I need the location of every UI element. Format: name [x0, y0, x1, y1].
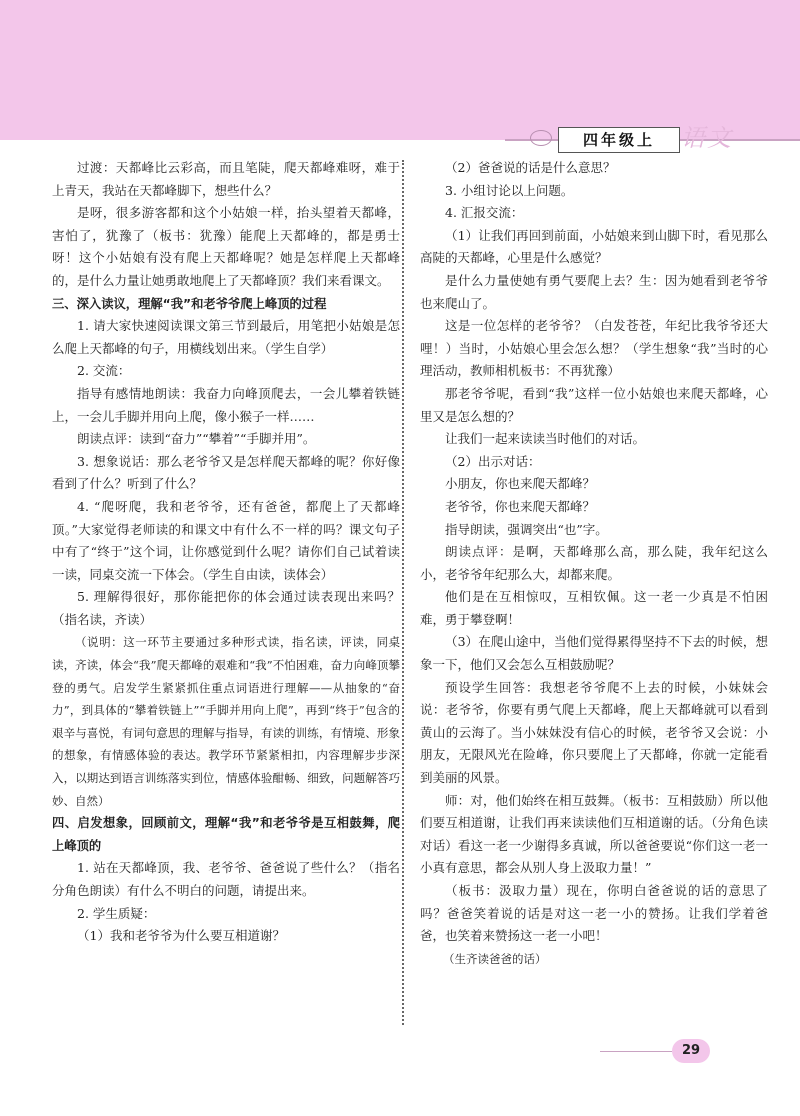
paragraph: 5. 理解得很好，那你能把你的体会通过读表现出来吗？（指名读，齐读） — [52, 589, 400, 627]
section-heading: 三、深入读议，理解“我”和老爷爷爬上峰顶的过程 — [52, 296, 327, 311]
paragraph: 这是一位怎样的老爷爷？（白发苍苍，年纪比我爷爷还大哩！）当时，小姑娘心里会怎么想？（学生想象“我”当时的心理活动，教师相机板书：不再犹豫） — [420, 318, 768, 379]
paragraph: 3. 想象说话：那么老爷爷又是怎样爬天都峰的呢？你好像看到了什么？听到了什么？ — [52, 453, 400, 492]
paragraph: 是什么力量使她有勇气要爬上去？生：因为她看到老爷爷也来爬山了。 — [420, 272, 768, 311]
paragraph: 1. 请大家快速阅读课文第三节到最后，用笔把小姑娘是怎么爬上天都峰的句子，用横线划出来。（学生自学） — [52, 318, 400, 356]
paragraph: 朗读点评：读到“奋力”“攀着”“手脚并用”。 — [77, 431, 316, 447]
decorative-swirl-icon — [530, 130, 552, 146]
section-heading: 四、启发想象，回顾前文，理解“我”和老爷爷是互相鼓舞，爬上峰顶的 — [52, 816, 400, 853]
right-column — [420, 157, 768, 970]
paragraph: （1）让我们再回到前面，小姑娘来到山脚下时，看见那么高陡的天都峰，心里是什么感觉？ — [420, 227, 768, 266]
paragraph: 他们是在互相惊叹，互相钦佩。这一老一少真是不怕困难，勇于攀登啊！ — [420, 589, 768, 627]
left-column — [52, 157, 400, 948]
note-paragraph: （生齐读爸爸的话） — [443, 951, 547, 966]
paragraph: （板书：汲取力量）现在，你明白爸爸说的话的意思了吗？爸爸笑着说的话是对这一老一小的赞扬。让我们学着爸爸，也笑着来赞扬这一老一小吧！ — [420, 883, 768, 944]
paragraph: 小朋友，你也来爬天都峰？ — [445, 476, 596, 492]
paragraph: 指导朗读，强调突出“也”字。 — [445, 521, 608, 537]
grade-label: 四年级上 — [558, 127, 680, 153]
paragraph: 让我们一起来读读当时他们的对话。 — [445, 431, 646, 447]
page-number: 29 — [672, 1039, 710, 1063]
note-paragraph: （说明：这一环节主要通过多种形式读，指名读，评读，同桌读，齐读，体会“我”爬天都峰的艰难和“我”不怕困难，奋力向峰顶攀登的勇气。启发学生紧紧抓住重点词语进行理解——从抽象的“奋力”，到具体的“攀着铁链上”“手脚并用向上爬”，再到“终于”包含的艰辛与喜悦，有词句意思的理解与指导，有读的训练，有情境、形象的想象，有情感体验的表达。教学环节紧紧相扣，内容理解步步深入，以期达到语言训练落实到位，情感体验酣畅、细致，问题解答巧妙、自然） — [52, 635, 400, 808]
page-number-rule — [600, 1051, 672, 1052]
paragraph: 朗读点评：是啊，天都峰那么高，那么陡，我年纪这么小，老爷爷年纪那么大，却都来爬。 — [420, 544, 768, 582]
paragraph: 师：对，他们始终在相互鼓舞。（板书：互相鼓励）所以他们要互相道谢，让我们再来读读他们互相道谢的话。（分角色读对话）看这一老一少谢得多真诚，所以爸爸要说“你们这一老一小真有意思，都会从别人身上汲取力量！” — [420, 792, 768, 876]
header-band — [0, 0, 800, 140]
paragraph: 过渡：天都峰比云彩高，而且笔陡，爬天都峰难呀，难于上青天，我站在天都峰脚下，想些什么？ — [52, 160, 400, 198]
paragraph: 那老爷爷呢，看到“我”这样一位小姑娘也来爬天都峰，心里又是怎么想的？ — [420, 385, 768, 424]
paragraph: （1）我和老爷爷为什么要互相道谢？ — [77, 928, 285, 944]
paragraph: 4. 汇报交流： — [445, 205, 524, 221]
paragraph: 老爷爷，你也来爬天都峰？ — [445, 498, 596, 514]
paragraph: 1. 站在天都峰顶，我、老爷爷、爸爸说了些什么？（指名分角色朗读）有什么不明白的问题，请提出来。 — [52, 860, 400, 898]
paragraph: 预设学生回答：我想老爷爷爬不上去的时候，小妹妹会说：老爷爷，你要有勇气爬上天都峰，爬上天都峰就可以看到黄山的云海了。当小妹妹没有信心的时候，老爷爷又会说：小朋友，无限风光在险峰，你只要爬上了天都峰，你就一定能看到美丽的风景。 — [420, 679, 768, 786]
paragraph: （2）出示对话： — [445, 453, 541, 469]
paragraph: 2. 学生质疑： — [77, 905, 156, 921]
subject-label: 语文 — [681, 124, 733, 152]
paragraph: 是呀，很多游客都和这个小姑娘一样，抬头望着天都峰，害怕了，犹豫了（板书：犹豫）能爬上天都峰的，都是勇士呀！这个小姑娘有没有爬上天都峰呢？她是怎样爬上天都峰的，是什么力量让她勇敢地爬上了天都峰顶？我们来看课文。 — [52, 205, 400, 288]
paragraph: 2. 交流： — [77, 363, 131, 379]
paragraph: 4. “爬呀爬，我和老爷爷，还有爸爸，都爬上了天都峰顶。”大家觉得老师读的和课文中有什么不一样的吗？课文句子中有了“终于”这个词，让你感觉到什么呢？请你们自己试着读一读，同桌交流一下体会。（学生自由读，读体会） — [52, 498, 400, 582]
column-divider — [402, 160, 404, 1025]
paragraph: （2）爸爸说的话是什么意思？ — [445, 160, 616, 175]
paragraph: 指导有感情地朗读：我奋力向峰顶爬去，一会儿攀着铁链上，一会儿手脚并用向上爬，像小猴子一样…… — [52, 385, 400, 424]
paragraph: 3. 小组讨论以上问题。 — [445, 182, 574, 198]
paragraph: （3）在爬山途中，当他们觉得累得坚持不下去的时候，想象一下，他们又会怎么互相鼓励呢？ — [420, 634, 768, 673]
